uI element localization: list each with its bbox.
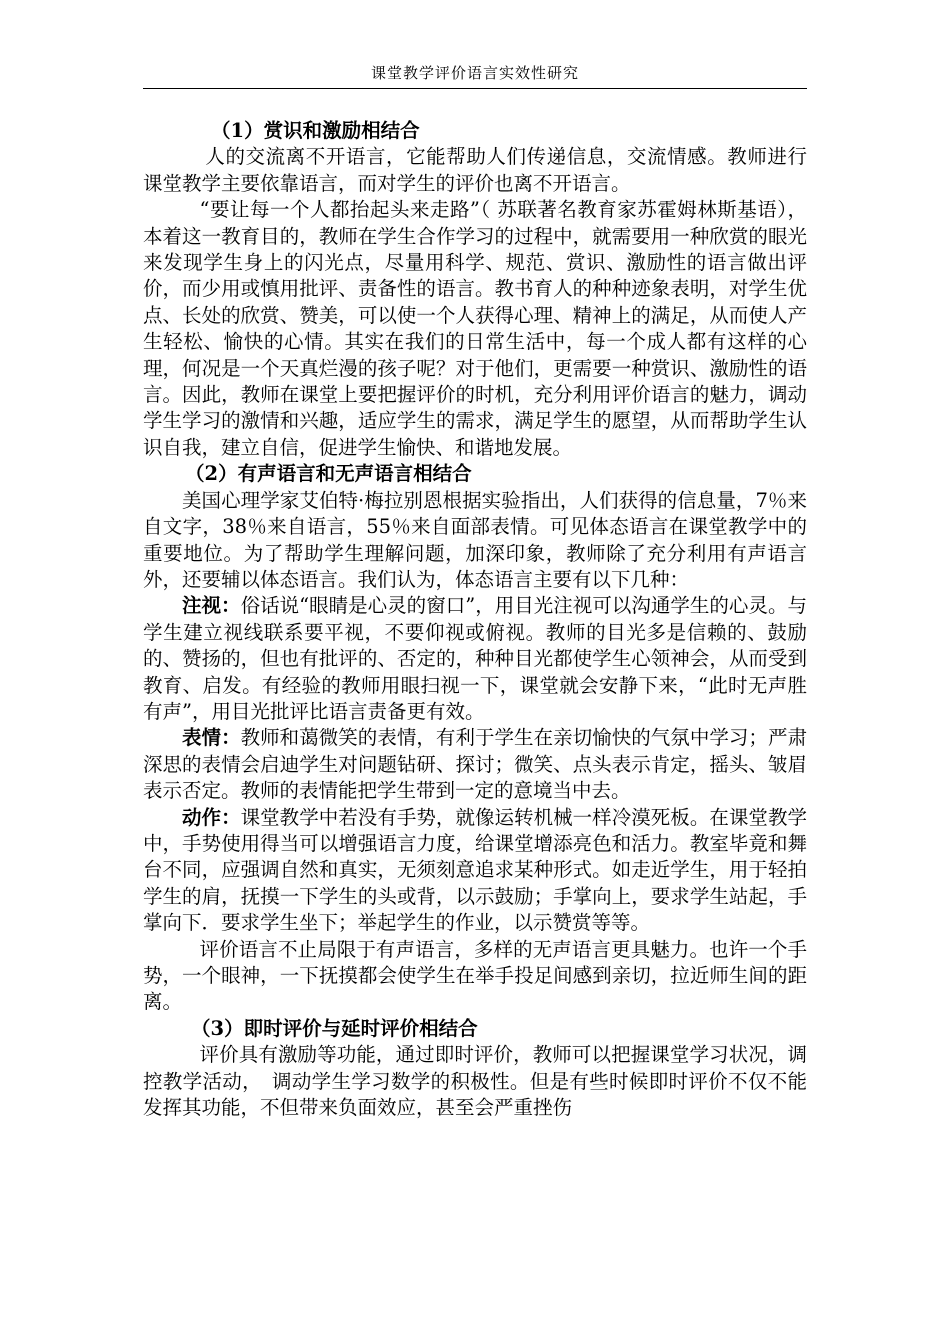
expression-paragraph: [143, 725, 807, 804]
action-paragraph: [143, 805, 807, 937]
section-2-heading: （2）有声语言和无声语言相结合: [185, 462, 472, 486]
paragraph: 美国心理学家艾伯特·梅拉别恩根据实验指出，人们获得的信息量，7％来自文字，38％来自语言，55％来自面部表情。可见体态语言在课堂教学中的重要地位。为了帮助学生理解问题，加深印象，教师除了充分利用有声语言外，还要辅以体态语言。我们认为，体态语言主要有以下几种：: [143, 488, 807, 591]
expression-term: 表情：: [182, 726, 241, 750]
header-title: 课堂教学评价语言实效性研究: [370, 64, 579, 82]
expression-text: 教师和蔼微笑的表情，有利于学生在亲切愉快的气氛中学习；严肃深思的表情会启迪学生对问题钻研、探讨；微笑、点头表示肯定，摇头、皱眉表示否定。教师的表情能把学生带到一定的意境当中去。: [143, 726, 807, 803]
paragraph: 人的交流离不开语言，它能帮助人们传递信息，交流情感。教师进行课堂教学主要依靠语言，而对学生的评价也离不开语言。: [143, 145, 807, 195]
gaze-term: 注视：: [182, 594, 241, 618]
section-3-heading: （3）即时评价与延时评价相结合: [191, 1016, 478, 1040]
paragraph: “要让每一个人都抬起头来走路”（ 苏联著名教育家苏霍姆林斯基语），本着这一教育目的，教师在学生合作学习的过程中，就需要用一种欣赏的眼光来发现学生身上的闪光点，尽量用科学、规范、赏识、激励性的语言做出评价，而少用或慎用批评、责备性的语言。教书育人的种种迹象表明，对学生优点、长处的欣赏、赞美，可以使一个人获得心理、精神上的满足，从而使人产生轻松、愉快的心情。其实在我们的日常生活中，每一个成人都有这样的心理，何况是一个天真烂漫的孩子呢？对于他们，更需要一种赏识、激励性的语言。因此，教师在课堂上要把握评价的时机，充分利用评价语言的魅力，调动学生学习的激情和兴趣，适应学生的需求，满足学生的愿望，从而帮助学生认识自我，建立自信，促进学生愉快、和谐地发展。: [143, 198, 807, 459]
page-header: [143, 62, 807, 89]
paragraph: 评价具有激励等功能，通过即时评价，教师可以把握课堂学习状况，调控教学活动， 调动学生学习数学的积极性。但是有些时候即时评价不仅不能发挥其功能，不但带来负面效应，甚至会严重挫伤: [143, 1043, 807, 1120]
gaze-paragraph: [143, 593, 807, 725]
section-1-heading: （1）赏识和激励相结合: [211, 119, 420, 142]
action-term: 动作：: [182, 805, 241, 829]
paragraph: 评价语言不止局限于有声语言，多样的无声语言更具魅力。也许一个手势，一个眼神，一下抚摸都会使学生在举手投足间感到亲切，拉近师生间的距离。: [143, 937, 807, 1014]
gaze-text: 俗话说“眼睛是心灵的窗口”，用目光注视可以沟通学生的心灵。与学生建立视线联系要平视，不要仰视或俯视。教师的目光多是信赖的、鼓励的、赞扬的，但也有批评的、否定的，种种目光都使学生心领神会，从而受到教育、启发。有经验的教师用眼扫视一下，课堂就会安静下来，“此时无声胜有声”，用目光批评比语言责备更有效。: [143, 594, 807, 723]
action-text: 课堂教学中若没有手势，就像运转机械一样冷漠死板。在课堂教学中，手势使用得当可以增强语言力度，给课堂增添亮色和活力。教室毕竟和舞台不同，应强调自然和真实，无须刻意追求某种形式。如走近学生，用于轻拍学生的肩，抚摸一下学生的头或背，以示鼓励；手掌向上，要求学生站起，手掌向下．要求学生坐下；举起学生的作业，以示赞赏等等。: [143, 805, 807, 935]
document-body: [143, 118, 807, 1121]
